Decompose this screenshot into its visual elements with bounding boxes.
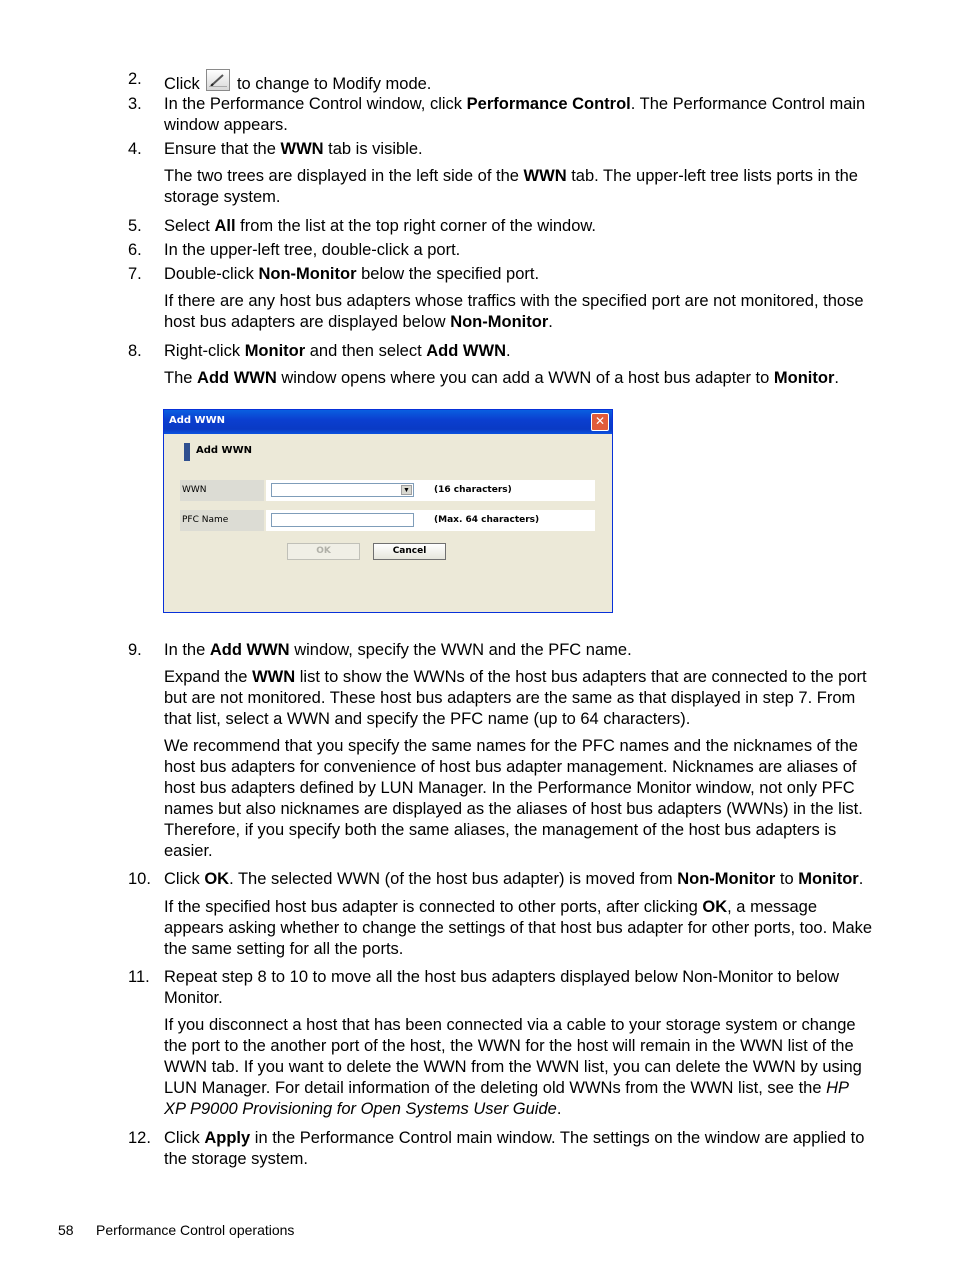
step-number: 3.: [128, 95, 142, 113]
step-9-note-1: Expand the WWN list to show the WWNs of the host bus adapters that are connected to the port but are not monitored. These host bus adapters are the same as that displayed in step 7. From that list, select a WWN and specify the PFC name (up to 64 characters).: [164, 668, 867, 728]
ok-button[interactable]: OK: [287, 543, 360, 560]
pfc-name-input[interactable]: [271, 513, 414, 527]
wwn-hint: (16 characters): [434, 485, 512, 495]
wwn-row: [180, 480, 595, 501]
step-4-note: The two trees are displayed in the left side of the WWN tab. The upper-left tree lists ports in the storage system.: [164, 167, 858, 206]
pfc-name-hint: (Max. 64 characters): [434, 515, 540, 525]
step-number: 4.: [128, 140, 142, 158]
step-10-note: If the specified host bus adapter is connected to other ports, after clicking OK, a message appears asking whether to change the settings of that host bus adapter for other ports, too. Make the same setting for all the ports.: [164, 898, 873, 958]
dialog-header: Add WWN: [196, 445, 252, 456]
step-text: Repeat step 8 to 10 to move all the host bus adapters displayed below Non-Monitor to below Monitor.: [164, 968, 840, 1007]
chevron-down-icon[interactable]: ▼: [401, 485, 412, 495]
step-text: Ensure that the WWN tab is visible.: [164, 140, 423, 158]
wwn-label: WWN: [180, 480, 264, 501]
cancel-button[interactable]: Cancel: [373, 543, 446, 560]
step-number: 9.: [128, 641, 142, 659]
add-wwn-dialog: [163, 409, 613, 613]
step-number: 12.: [128, 1129, 151, 1147]
page-number: 58: [58, 1222, 74, 1238]
step-number: 8.: [128, 342, 142, 360]
step-number: 7.: [128, 265, 142, 283]
step-number: 5.: [128, 217, 142, 235]
step-8-note: The Add WWN window opens where you can add a WWN of a host bus adapter to Monitor.: [164, 369, 839, 387]
pfc-name-label: PFC Name: [180, 510, 264, 531]
pfc-row: [180, 510, 595, 531]
step-text: Click OK. The selected WWN (of the host bus adapter) is moved from Non-Monitor to Monitor.: [164, 870, 864, 888]
step-text: Double-click Non-Monitor below the specified port.: [164, 265, 540, 283]
step-number: 10.: [128, 870, 151, 888]
step-text: Click to change to Modify mode.: [164, 69, 874, 95]
close-icon[interactable]: ✕: [591, 413, 609, 431]
step-number: 2.: [128, 70, 142, 88]
step-11-note: If you disconnect a host that has been connected via a cable to your storage system or change the port to the another port of the host, the WWN for the host will remain in the WWN list of the WWN tab. If you want to delete the WWN from the WWN list, you can delete the WWN by using LUN Manager. For detail information of the deleting old WWNs from the WWN list, see the HP XP P9000 Provisioning for Open Systems User Guide.: [164, 1016, 862, 1118]
step-number: 6.: [128, 241, 142, 259]
pencil-icon[interactable]: [206, 69, 230, 91]
dialog-titlebar: [164, 410, 612, 434]
section-marker-icon: [184, 443, 190, 461]
wwn-select[interactable]: [271, 483, 414, 497]
step-number: 11.: [128, 968, 150, 986]
step-9-note-2: We recommend that you specify the same names for the PFC names and the nicknames of the host bus adapters for convenience of host bus adapter management. Nicknames are aliases of host bus adapters defined by LUN Manager. In the Performance Monitor window, not only PFC names but also nicknames are displayed as the aliases of host bus adapters (WWNs) in the list. Therefore, if you specify both the same aliases, the management of the host bus adapters is easier.: [164, 737, 863, 860]
dialog-title: Add WWN: [169, 415, 225, 426]
step-text: Right-click Monitor and then select Add WWN.: [164, 342, 511, 360]
step-text: Select All from the list at the top right corner of the window.: [164, 217, 596, 235]
step-text: Click Apply in the Performance Control main window. The settings on the window are applied to the storage system.: [164, 1129, 865, 1168]
footer-section: Performance Control operations: [96, 1222, 295, 1238]
step-text: In the upper-left tree, double-click a port.: [164, 241, 461, 259]
step-text: In the Add WWN window, specify the WWN and the PFC name.: [164, 641, 632, 659]
step-7-note: If there are any host bus adapters whose traffics with the specified port are not monitored, those host bus adapters are displayed below Non-Monitor.: [164, 292, 864, 331]
step-text: In the Performance Control window, click Performance Control. The Performance Control main window appears.: [164, 95, 866, 134]
